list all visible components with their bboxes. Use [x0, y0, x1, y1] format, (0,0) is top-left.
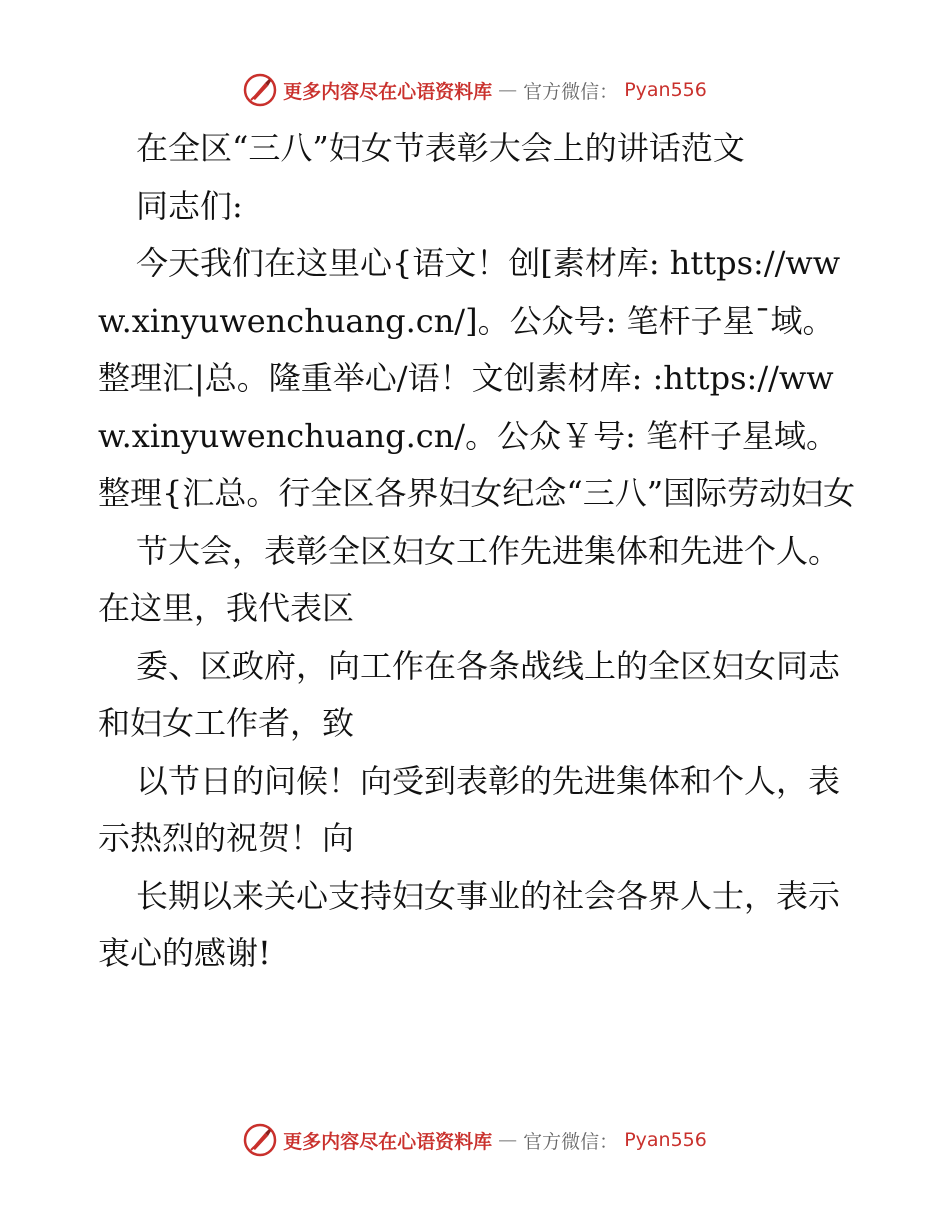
- footer-wechat-id: Pyan556: [624, 1129, 707, 1151]
- paragraph-4: 以节日的问候！向受到表彰的先进集体和个人，表示热烈的祝贺！向: [98, 761, 841, 857]
- document-title: 在全区“三八”妇女节表彰大会上的讲话范文: [136, 129, 745, 167]
- quill-pen-logo-icon: [243, 1123, 277, 1157]
- paragraph-3: 委、区政府，向工作在各条战线上的全区妇女同志和妇女工作者，致: [98, 646, 841, 742]
- footer-site-text: 更多内容尽在心语资料库: [283, 1130, 493, 1153]
- header-wechat-label: 官方微信：: [523, 80, 619, 103]
- header-banner: [0, 70, 950, 110]
- header-dash: —: [498, 79, 518, 101]
- paragraph-1: 今天我们在这里心{语文！创[素材库: https://www.xinyuwenchuang.cn/]。公众号: 笔杆子星¯域。整理汇|总。隆重举心/语！文创素材库: :https://www.xinyuwenchuang.cn/。公众￥号: 笔杆子星域。整理{汇总。行全区各界妇女纪念“三八”国际劳动妇女: [98, 244, 856, 512]
- footer-banner: [0, 1120, 950, 1160]
- paragraph-2: 节大会，表彰全区妇女工作先进集体和先进个人。在这里，我代表区: [98, 531, 841, 627]
- header-site-text: 更多内容尽在心语资料库: [283, 80, 493, 103]
- header-wechat-id: Pyan556: [624, 79, 707, 101]
- paragraph-5: 长期以来关心支持妇女事业的社会各界人士，表示衷心的感谢!: [98, 876, 841, 972]
- footer-wechat-label: 官方微信：: [523, 1130, 619, 1153]
- document-body: [98, 120, 858, 983]
- footer-dash: —: [498, 1129, 518, 1151]
- salutation: 同志们:: [136, 186, 243, 225]
- quill-pen-logo-icon: [243, 73, 277, 107]
